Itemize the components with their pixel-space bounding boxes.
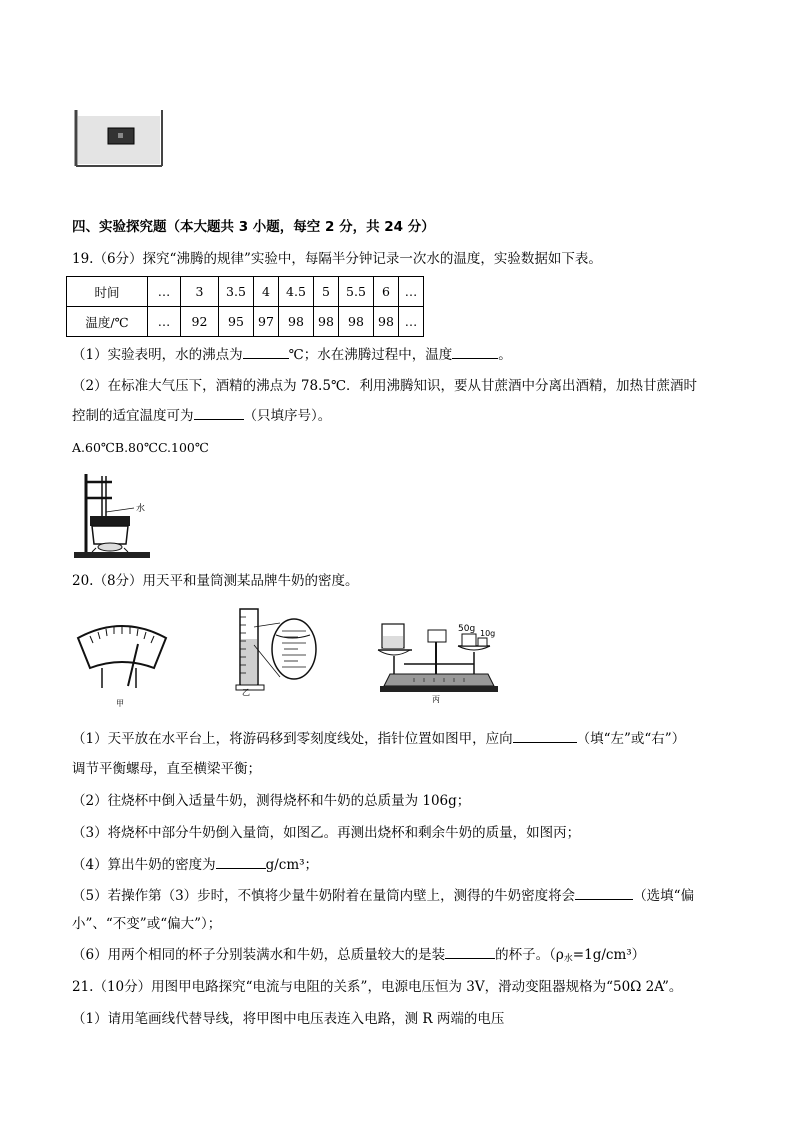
table-cell: 98 [374,307,399,337]
q19-part1 [72,345,512,364]
answer-blank[interactable] [194,406,244,420]
q21-stem: 21.（10分）用图甲电路探究“电流与电阻的关系”，电源电压恒为 3V，滑动变阻器规格为“50Ω 2A”。 [72,979,683,995]
table-row-temperature [67,307,424,337]
answer-blank[interactable] [575,886,633,900]
q20-part5-text: （5）若操作第（3）步时，不慎将少量牛奶附着在量筒内壁上，测得的牛奶密度将会 [72,888,576,904]
table-cell: 98 [339,307,374,337]
table-cell: 92 [181,307,219,337]
pointer-scale-figure [72,614,172,710]
table-cell: 98 [279,307,314,337]
table-row-time [67,277,424,307]
q19-part1-text: （1）实验表明，水的沸点为 [72,347,243,363]
q19-part2-text: 控制的适宜温度可为 [72,408,194,424]
q20-part5 [72,886,694,905]
q20-part6-text: （6）用两个相同的杯子分别装满水和牛奶，总质量较大的是装 [72,947,446,963]
q20-part1-text: （1）天平放在水平台上，将游码移到零刻度线处，指针位置如图甲，应向 [72,731,513,747]
q20-part5-text: （选填“偏 [633,888,695,904]
table-cell: 5.5 [339,277,374,307]
table-cell: 4 [254,277,279,307]
fig-label-yi: 乙 [242,688,250,697]
table-cell: … [148,277,181,307]
q20-part6 [72,945,645,968]
q20-part4-text: （4）算出牛奶的密度为 [72,857,216,873]
table-cell: … [399,307,424,337]
fig-label-bing: 丙 [432,695,440,704]
q20-part4-text: g/cm³； [265,857,319,873]
q19-part2-line1: （2）在标准大气压下，酒精的沸点为 78.5℃．利用沸腾知识，要从甘蔗酒中分离出酒精，加热甘蔗酒时 [72,378,698,394]
table-cell: 3 [181,277,219,307]
q20-part1 [72,729,685,748]
q19-part2-text: （只填序号）。 [243,408,332,424]
table-cell: … [148,307,181,337]
answer-blank[interactable] [216,855,266,869]
q19-part1-text: ℃；水在沸腾过程中，温度 [288,347,453,363]
q20-stem: 20.（8分）用天平和量筒测某品牌牛奶的密度。 [72,573,359,589]
cylinder-figure [232,605,322,697]
q19-stem: 19.（6分）探究“沸腾的规律”实验中，每隔半分钟记录一次水的温度，实验数据如下表。 [72,251,602,267]
table-cell: 5 [314,277,339,307]
table-cell: 时间 [67,277,148,307]
q20-part1-cont: 调节平衡螺母，直至横梁平衡； [72,761,261,777]
balance-figure [374,616,504,704]
q20-part6-text: =1g/cm³） [572,947,646,963]
q20-part2: （2）往烧杯中倒入适量牛奶，测得烧杯和牛奶的总质量为 106g； [72,793,471,809]
q19-part1-text: 。 [498,347,512,363]
water-label: 水 [136,504,146,514]
table-cell: 98 [314,307,339,337]
table-cell: … [399,277,424,307]
table-cell: 97 [254,307,279,337]
q20-part3: （3）将烧杯中部分牛奶倒入量筒，如图乙。再测出烧杯和剩余牛奶的质量，如图丙； [72,825,581,841]
table-cell: 3.5 [219,277,254,307]
answer-blank[interactable] [243,345,289,359]
table-cell: 95 [219,307,254,337]
q19-part2-line2 [72,406,331,425]
q19-options: A.60℃B.80℃C.100℃ [72,440,209,455]
table-cell: 温度/℃ [67,307,148,337]
rho-subscript: 水 [563,954,573,964]
q20-part1-text: （填“左”或“右”） [576,731,686,747]
boiling-apparatus-figure [72,468,162,560]
q20-part6-text: 的杯子。（ρ [495,947,564,963]
section-heading: 四、实验探究题（本大题共 3 小题，每空 2 分，共 24 分） [72,219,435,235]
q20-part4 [72,855,318,874]
fig-label-jia: 甲 [116,699,124,708]
q21-part1: （1）请用笔画线代替导线，将甲图中电压表连入电路，测 R 两端的电压 [72,1011,505,1027]
q20-part5-cont: 小”、“不变”或“偏大”）； [72,916,222,932]
table-cell: 6 [374,277,399,307]
table-cell: 4.5 [279,277,314,307]
answer-blank[interactable] [513,729,577,743]
weight-10g-label: 10g [480,629,496,638]
boiling-data-table [66,276,424,337]
answer-blank[interactable] [445,945,495,959]
answer-blank[interactable] [452,345,498,359]
weight-50g-label: 50g [458,624,476,634]
container-figure [74,108,164,170]
